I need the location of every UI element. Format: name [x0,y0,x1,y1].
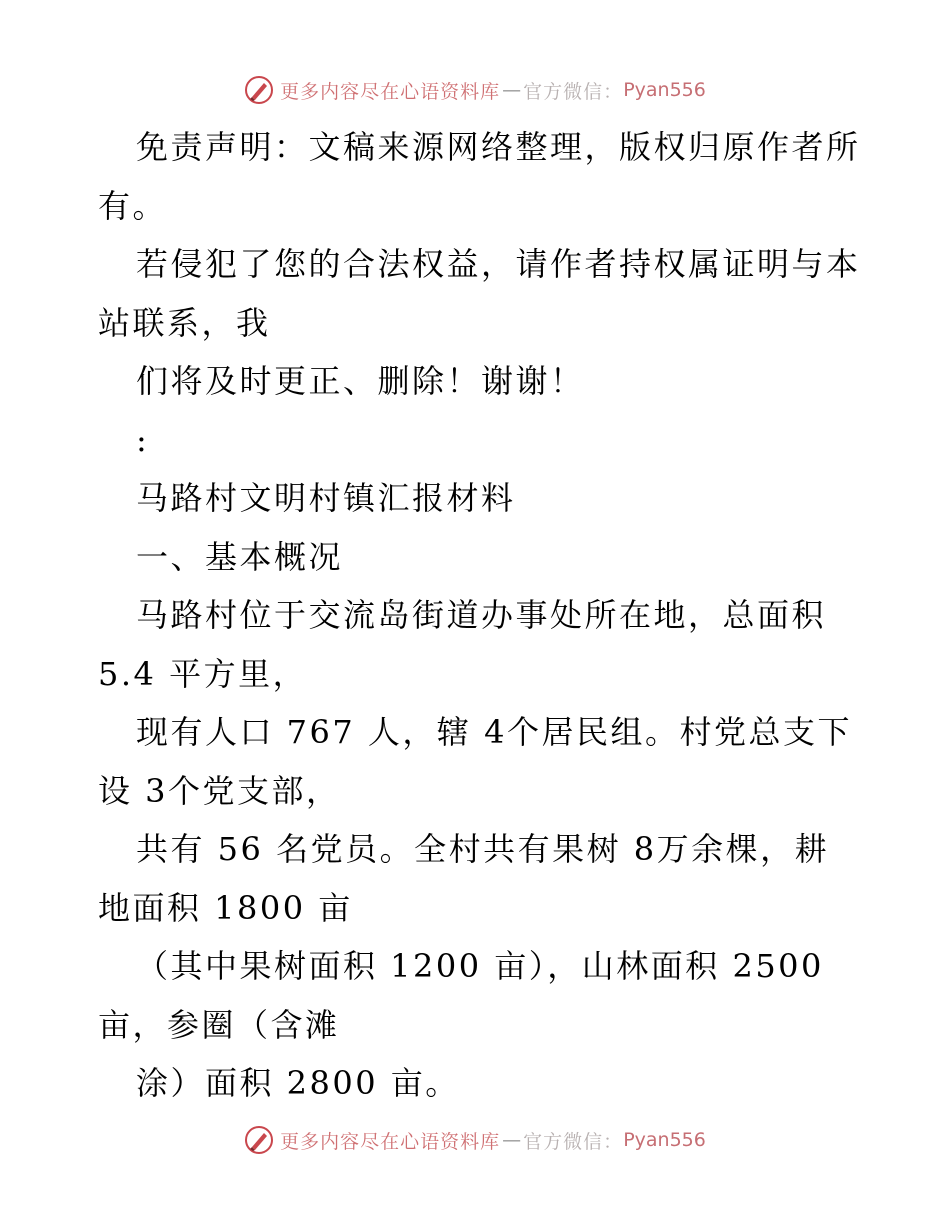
watermark-separator: — [502,79,522,101]
text-line: 地面积 1800 亩 [98,888,353,927]
text-line: 有。 [98,186,168,225]
text-line: 免责声明：文稿来源网络整理，版权归原作者所 [136,128,861,166]
text-line: 们将及时更正、删除！谢谢！ [136,362,585,400]
watermark-wechat-id: Pyan556 [623,79,706,101]
watermark-separator: — [502,1129,522,1151]
text-line: （其中果树面积 1200 亩），山林面积 2500 [136,947,824,985]
text-line: 5.4 平方里， [98,654,308,693]
pen-logo-icon [244,1125,274,1155]
watermark-wechat-label: 官方微信： [523,80,624,103]
text-line: 马路村文明村镇汇报材料 [136,479,516,517]
text-line: 一、基本概况 [136,537,344,576]
text-line: 涂）面积 2800 亩。 [136,1064,460,1102]
text-line: 现有人口 767 人，辖 4个居民组。村党总支下 [136,713,852,751]
text-line: 若侵犯了您的合法权益，请作者持权属证明与本 [136,245,861,283]
footer-watermark [0,1120,950,1160]
text-line: 设 3个党支部， [98,771,341,810]
watermark-wechat-id: Pyan556 [623,1129,706,1151]
watermark-site-text: 更多内容尽在心语资料库 [280,1130,501,1153]
watermark-site-text: 更多内容尽在心语资料库 [280,80,501,103]
pen-logo-icon [244,75,274,105]
text-line: 亩，参圈（含滩 [98,1005,340,1044]
text-line: 马路村位于交流岛街道办事处所在地，总面积 [136,596,827,634]
text-line: 共有 56 名党员。全村共有果树 8万余棵，耕 [136,830,830,868]
text-line: : [136,420,150,459]
header-watermark [0,70,950,110]
watermark-wechat-label: 官方微信： [523,1130,624,1153]
text-line: 站联系，我 [98,303,271,342]
document-body [98,118,861,1113]
